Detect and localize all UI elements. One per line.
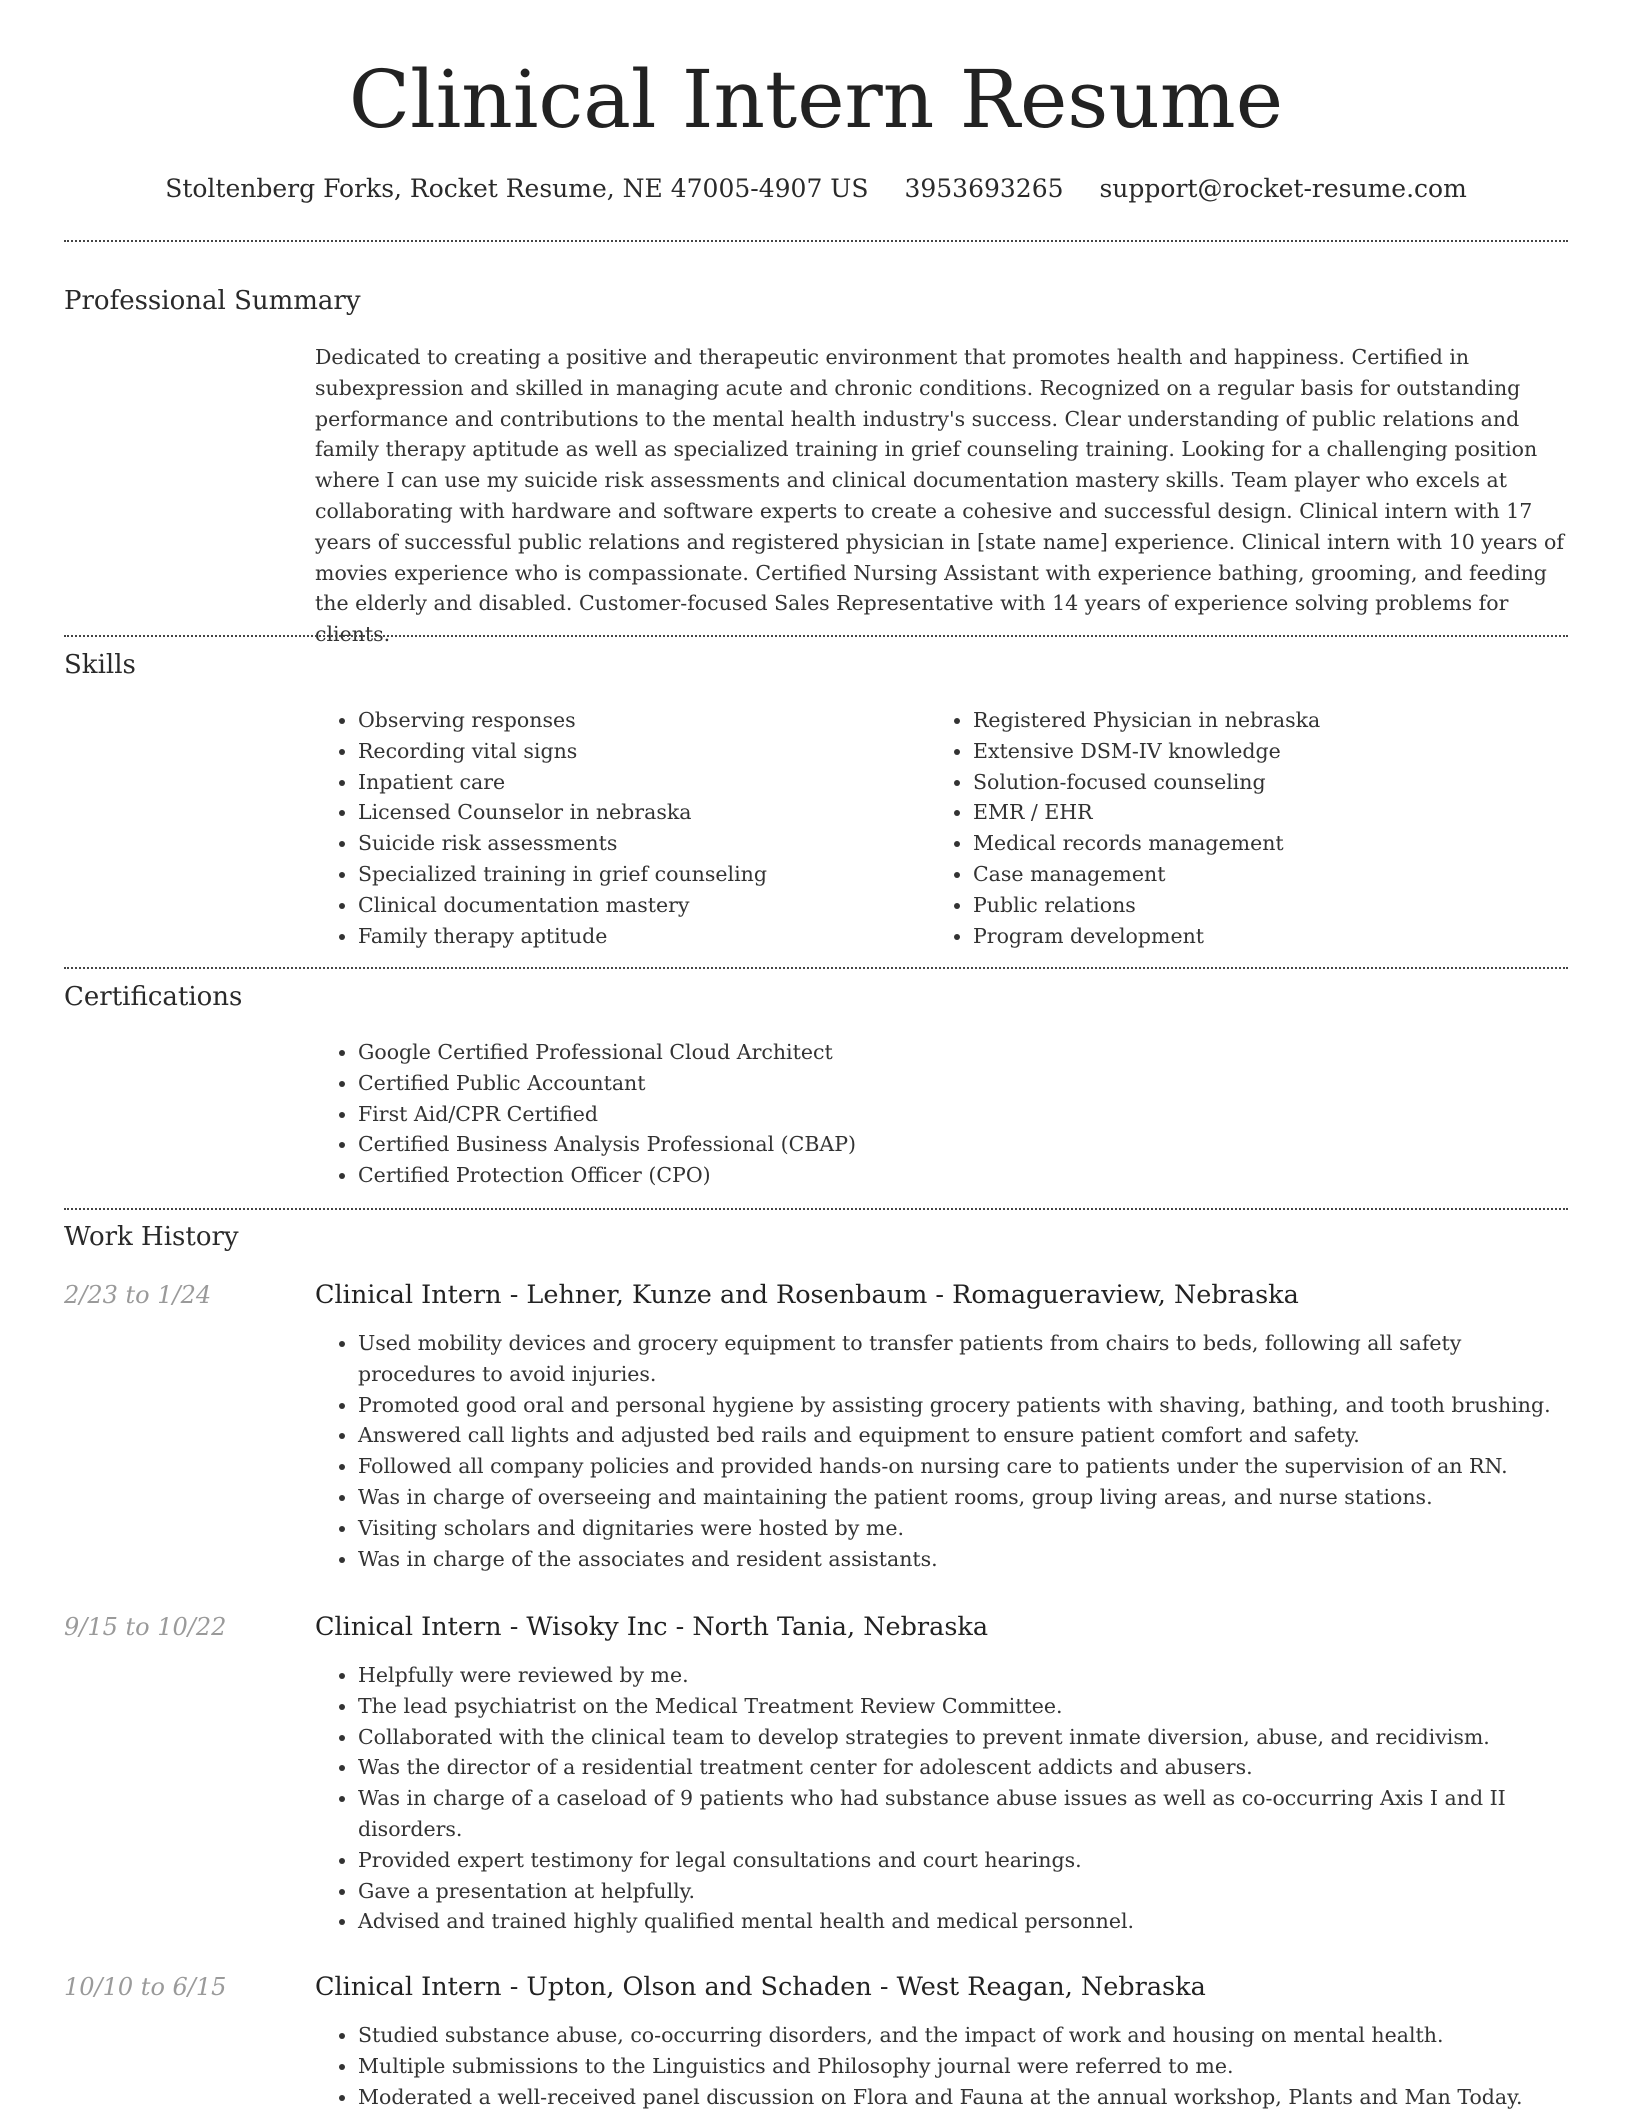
job-duty: • Used mobility devices and grocery equipment to transfer patients from chairs to beds, following all safety procedures to avoid injuries.: [358, 1328, 1568, 1390]
job-duty: • Followed all company policies and provided hands-on nursing care to patients under the supervision of an RN.: [358, 1451, 1568, 1482]
job-duty: • Helpfully were reviewed by me.: [358, 1660, 1568, 1691]
job-duties-list: [315, 2020, 1568, 2112]
job-duty: • Gave a presentation at helpfully.: [358, 1876, 1568, 1907]
skill-item: • Case management: [973, 859, 1530, 890]
job-title: Clinical Intern - Lehner, Kunze and Rosenbaum - Romagueraview, Nebraska: [315, 1280, 1299, 1310]
job-duty: • Provided expert testimony for legal consultations and court hearings.: [358, 1845, 1568, 1876]
section-divider: [64, 967, 1568, 969]
skill-item: • Medical records management: [973, 828, 1530, 859]
job-duty: • Promoted good oral and personal hygiene by assisting grocery patients with shaving, bathing, and tooth brushing.: [358, 1390, 1568, 1421]
skill-item: • EMR / EHR: [973, 797, 1530, 828]
contact-line: [64, 170, 1568, 208]
job-duty: • Was in charge of the associates and resident assistants.: [358, 1544, 1568, 1575]
skill-item: • Recording vital signs: [358, 736, 915, 767]
job-duty: • Studied substance abuse, co-occurring disorders, and the impact of work and housing on mental health.: [358, 2020, 1568, 2051]
job-duty: • Visiting scholars and dignitaries were hosted by me.: [358, 1513, 1568, 1544]
job-duty: • The lead psychiatrist on the Medical Treatment Review Committee.: [358, 1691, 1568, 1722]
section-divider: [64, 635, 1568, 637]
skill-item: • Registered Physician in nebraska: [973, 705, 1530, 736]
work-history-heading: Work History: [64, 1222, 239, 1252]
skills-heading: Skills: [64, 650, 136, 680]
job-duty: • Was in charge of overseeing and maintaining the patient rooms, group living areas, and nurse stations.: [358, 1482, 1568, 1513]
skill-item: • Licensed Counselor in nebraska: [358, 797, 915, 828]
job-duty: • Advised and trained highly qualified mental health and medical personnel.: [358, 1906, 1568, 1937]
skills-column-left: [315, 705, 915, 951]
job-duties: [315, 2020, 1568, 2112]
skill-item: • Clinical documentation mastery: [358, 890, 915, 921]
job-duties-list: [315, 1660, 1568, 1937]
skill-item: • Observing responses: [358, 705, 915, 736]
job-dates: 2/23 to 1/24: [64, 1281, 212, 1309]
job-dates: 9/15 to 10/22: [64, 1613, 227, 1641]
job-duty: • Collaborated with the clinical team to develop strategies to prevent inmate diversion, abuse, and recidivism.: [358, 1722, 1568, 1753]
section-divider: [64, 1208, 1568, 1210]
certifications-list: [315, 1037, 1315, 1191]
job-title: Clinical Intern - Wisoky Inc - North Tania, Nebraska: [315, 1612, 989, 1642]
skill-item: • Public relations: [973, 890, 1530, 921]
job-duties: [315, 1660, 1568, 1937]
skills-list-right: [930, 705, 1530, 951]
job-duties: [315, 1328, 1568, 1574]
certifications-block: [315, 1037, 1315, 1191]
contact-email: support@rocket-resume.com: [1099, 174, 1467, 203]
job-duty: • Multiple submissions to the Linguistics and Philosophy journal were referred to me.: [358, 2051, 1568, 2082]
skills-column-right: [930, 705, 1530, 951]
skills-list-left: [315, 705, 915, 951]
job-duty: • Answered call lights and adjusted bed rails and equipment to ensure patient comfort and safety.: [358, 1420, 1568, 1451]
skill-item: • Program development: [973, 921, 1530, 952]
job-title: Clinical Intern - Upton, Olson and Schaden - West Reagan, Nebraska: [315, 1972, 1206, 2002]
skill-item: • Family therapy aptitude: [358, 921, 915, 952]
certification-item: • Certified Public Accountant: [358, 1068, 1315, 1099]
contact-address: Stoltenberg Forks, Rocket Resume, NE 47005-4907 US: [165, 174, 869, 203]
job-duties-list: [315, 1328, 1568, 1574]
job-duty: • Was the director of a residential treatment center for adolescent addicts and abusers.: [358, 1752, 1568, 1783]
certifications-heading: Certifications: [64, 982, 243, 1012]
contact-phone: 3953693265: [904, 174, 1064, 203]
page-title: Clinical Intern Resume: [348, 53, 1284, 146]
certification-item: • Certified Business Analysis Professional (CBAP): [358, 1129, 1315, 1160]
job-duty: • Moderated a well-received panel discussion on Flora and Fauna at the annual workshop, Plants and Man Today.: [358, 2082, 1568, 2112]
certification-item: • Certified Protection Officer (CPO): [358, 1160, 1315, 1191]
skill-item: • Extensive DSM-IV knowledge: [973, 736, 1530, 767]
certification-item: • Google Certified Professional Cloud Architect: [358, 1037, 1315, 1068]
certification-item: • First Aid/CPR Certified: [358, 1099, 1315, 1130]
summary-heading: Professional Summary: [64, 286, 361, 316]
job-duty: • Was in charge of a caseload of 9 patients who had substance abuse issues as well as co-occurring Axis I and II disorders.: [358, 1783, 1568, 1845]
skill-item: • Suicide risk assessments: [358, 828, 915, 859]
skill-item: • Inpatient care: [358, 767, 915, 798]
job-dates: 10/10 to 6/15: [64, 1973, 227, 2001]
skill-item: • Solution-focused counseling: [973, 767, 1530, 798]
summary-text: Dedicated to creating a positive and therapeutic environment that promotes health and happiness. Certified in subexpression and skilled in managing acute and chronic conditions. Recognized on a regular basis for outstanding performance and contributions to the mental health industry's success. Clear understanding of public relations and family therapy aptitude as well as specialized training in grief counseling training. Looking for a challenging position where I can use my suicide risk assessments and clinical documentation mastery skills. Team player who excels at collaborating with hardware and software experts to create a cohesive and successful design. Clinical intern with 17 years of successful public relations and registered physician in [state name] experience. Clinical intern with 10 years of movies experience who is compassionate. Certified Nursing Assistant with experience bathing, grooming, and feeding the elderly and disabled. Customer-focused Sales Representative with 14 years of experience solving problems for clients.: [315, 345, 1564, 647]
skill-item: • Specialized training in grief counseling: [358, 859, 915, 890]
section-divider: [64, 240, 1568, 242]
